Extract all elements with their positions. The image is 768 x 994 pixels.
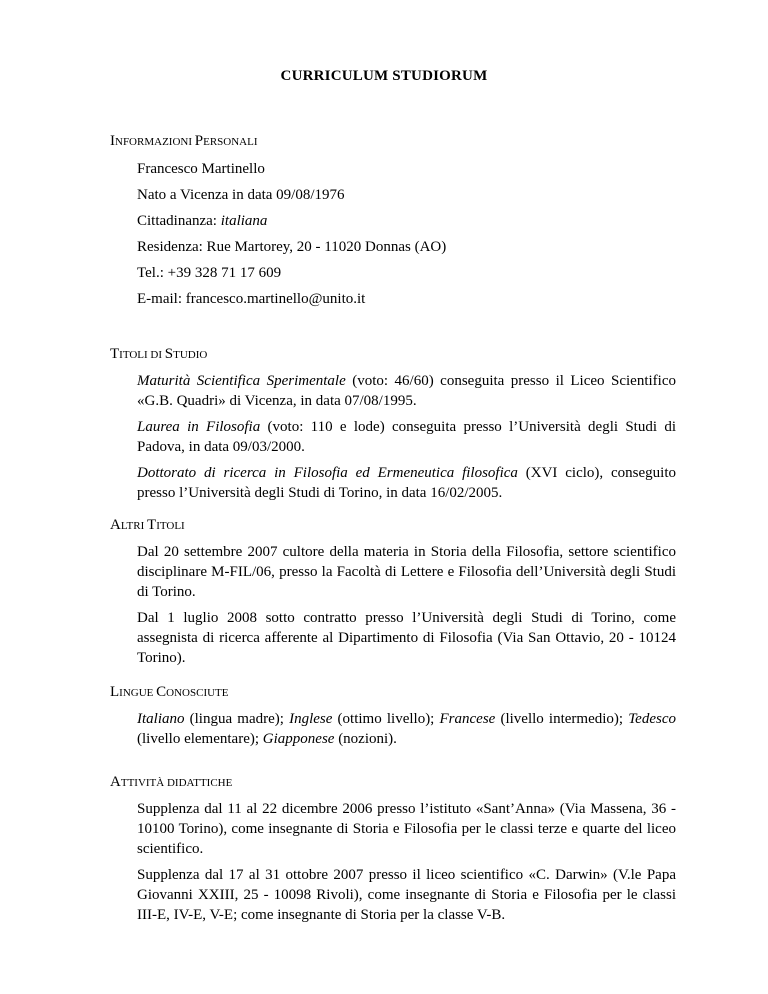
study-item: Dottorato di ricerca in Filosofia ed Ermeneutica filosofica (XVI ciclo), conseguito presso l’Università degli Studi di Torino, in data 16/02/2005. [137, 465, 676, 501]
study-item: Laurea in Filosofia (voto: 110 e lode) conseguita presso l’Università degli Studi di Padova, in data 09/03/2000. [137, 419, 676, 455]
document-title: CURRICULUM STUDIORUM [280, 68, 488, 84]
study-item: Maturità Scientifica Sperimentale (voto: 46/60) conseguita presso il Liceo Scientifico «G.B. Quadri» di Vicenza, in data 07/08/1995. [137, 373, 676, 409]
personal-phone: Tel.: +39 328 71 17 609 [137, 265, 282, 281]
section-heading-personal: INFORMAZIONI PERSONALI [110, 133, 258, 149]
section-personal-info [110, 131, 710, 315]
section-teaching [110, 772, 710, 931]
languages-list: Italiano (lingua madre); Inglese (ottimo livello); Francese (livello intermedio); Tedesco (livello elementare); Giapponese (nozioni). [137, 711, 676, 747]
section-other-titles [110, 515, 710, 674]
teaching-item: Supplenza dal 17 al 31 ottobre 2007 presso il liceo scientifico «C. Darwin» (V.le Papa Giovanni XXIII, 25 - 10098 Rivoli), come insegnante di Storia e Filosofia per le classi III-E, IV-E, V-E; come insegnante di Storia per la classe V-B. [137, 867, 676, 923]
personal-citizenship: Cittadinanza: italiana [137, 213, 268, 229]
section-languages [110, 682, 710, 755]
section-heading-teaching: ATTIVITÀ DIDATTICHE [110, 774, 233, 790]
section-heading-other: ALTRI TITOLI [110, 517, 185, 533]
personal-email: E-mail: francesco.martinello@unito.it [137, 291, 366, 307]
personal-name: Francesco Martinello [137, 161, 265, 177]
section-heading-languages: LINGUE CONOSCIUTE [110, 684, 229, 700]
other-item: Dal 1 luglio 2008 sotto contratto presso l’Università degli Studi di Torino, come assegnista di ricerca afferente al Dipartimento di Filosofia (Via San Ottavio, 20 - 10124 Torino). [137, 610, 676, 666]
teaching-item: Supplenza dal 11 al 22 dicembre 2006 presso l’istituto «Sant’Anna» (Via Massena, 36 - 10100 Torino), come insegnante di Storia e Filosofia per le classi terze e quarte del liceo scientifico. [137, 801, 676, 857]
personal-residence: Residenza: Rue Martorey, 20 - 11020 Donnas (AO) [137, 239, 447, 255]
personal-birth: Nato a Vicenza in data 09/08/1976 [137, 187, 345, 203]
section-studies [110, 344, 710, 509]
section-heading-studies: TITOLI DI STUDIO [110, 346, 208, 362]
other-item: Dal 20 settembre 2007 cultore della materia in Storia della Filosofia, settore scientifico disciplinare M-FIL/06, presso la Facoltà di Lettere e Filosofia dell’Università degli Studi di Torino. [137, 544, 676, 600]
